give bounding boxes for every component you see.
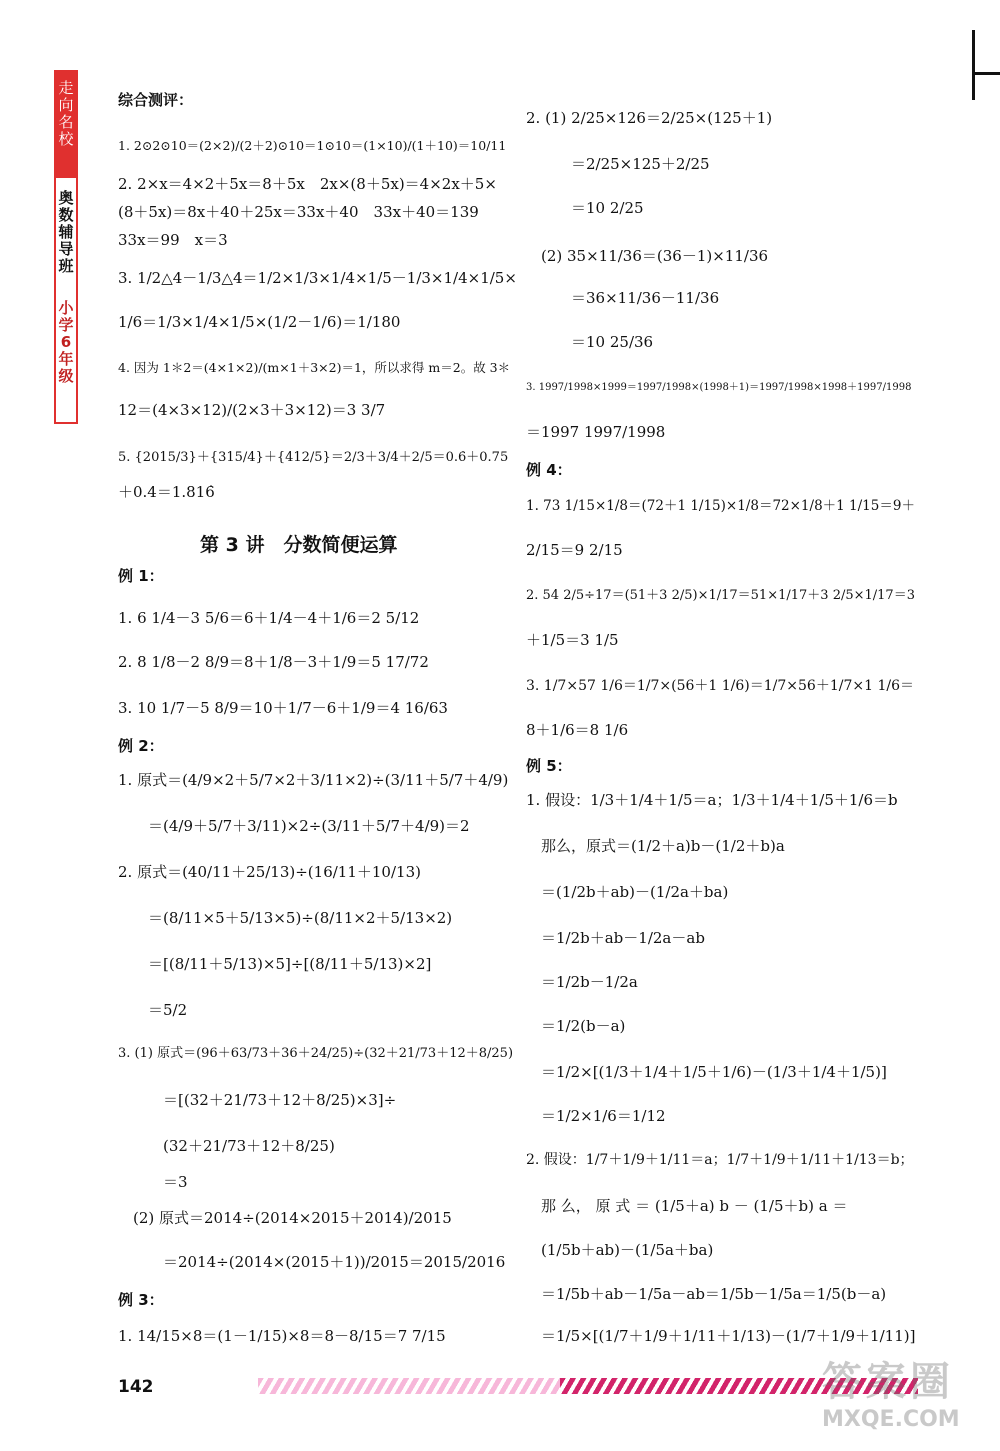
math-line: ＝1/2×1/6＝1/12 — [526, 1107, 666, 1125]
math-line: 那 么， 原 式 ＝ (1/5＋a) b － (1/5＋b) a ＝ — [526, 1197, 848, 1215]
side-tab — [54, 70, 78, 424]
math-line: 1. 73 1/15×1/8＝(72＋1 1/15)×1/8＝72×1/8＋1 1/15＝9＋ — [526, 498, 915, 514]
math-line: 1/6＝1/3×1/4×1/5×(1/2－1/6)＝1/180 — [118, 313, 401, 331]
math-line: 2. 原式＝(40/11＋25/13)÷(16/11＋10/13) — [118, 863, 421, 881]
corner-crop-mark — [960, 30, 1000, 100]
math-line: 2. (1) 2/25×126＝2/25×(125＋1) — [526, 109, 773, 127]
math-line: 5. {2015/3}＋{315/4}＋{412/5}＝2/3＋3/4＋2/5＝0.6̇＋0.75 — [118, 450, 509, 465]
math-line: ＝1/2b＋ab－1/2a－ab — [526, 929, 705, 947]
math-line: ＝1/2(b－a) — [526, 1017, 626, 1035]
math-line: 3. 1/7×57 1/6＝1/7×(56＋1 1/6)＝1/7×56＋1/7×1 1/6＝ — [526, 678, 914, 694]
section-heading: 例 2： — [118, 737, 164, 755]
math-line: 1. 14/15×8＝(1－1/15)×8＝8－8/15＝7 7/15 — [118, 1327, 446, 1345]
math-line: 1. 假设：1/3＋1/4＋1/5＝a；1/3＋1/4＋1/5＋1/6＝b — [526, 791, 898, 809]
math-line: ＝[(8/11＋5/13)×5]÷[(8/11＋5/13)×2] — [118, 955, 432, 973]
math-line: ＝2/25×125＋2/25 — [526, 155, 710, 173]
math-line: 12＝(4×3×12)/(2×3＋3×12)＝3 3/7 — [118, 401, 386, 419]
math-line: ＝[(32＋21/73＋12＋8/25)×3]÷ — [118, 1091, 397, 1109]
math-line: (2) 原式＝2014÷(2014×2015＋2014)/2015 — [118, 1209, 452, 1227]
math-line: 2. 8 1/8－2 8/9＝8＋1/8－3＋1/9＝5 17/72 — [118, 653, 429, 671]
math-line: (2) 35×11/36＝(36－1)×11/36 — [526, 247, 769, 265]
math-line: 3. 10 1/7－5 8/9＝10＋1/7－6＋1/9＝4 16/63 — [118, 699, 448, 717]
watermark-line2: MXQE.COM — [822, 1407, 960, 1432]
math-line: ＋0.4＝1.816̇ — [118, 483, 215, 501]
right-column — [526, 0, 926, 1451]
math-line: 2. 54 2/5÷17＝(51＋3 2/5)×1/17＝51×1/17＋3 2/5×1/17＝3 — [526, 588, 915, 603]
math-line: 1. 原式＝(4/9×2＋5/7×2＋3/11×2)÷(3/11＋5/7＋4/9) — [118, 771, 509, 789]
section-heading: 综合测评： — [118, 91, 194, 109]
math-line: ＝36×11/36－11/36 — [526, 289, 720, 307]
math-line: ＝10 2/25 — [526, 199, 644, 217]
math-line: 3. 1997/1998×1999＝1997/1998×(1998＋1)＝1997/1998×1998＋1997/1998 — [526, 382, 912, 393]
page-number: 142 — [118, 1377, 154, 1397]
math-line: (8＋5x)＝8x＋40＋25x＝33x＋40 33x＋40＝139 — [118, 203, 479, 221]
math-line: 1. 6 1/4－3 5/6＝6＋1/4－4＋1/6＝2 5/12 — [118, 609, 420, 627]
math-line: ＝1/5b＋ab－1/5a－ab＝1/5b－1/5a＝1/5(b－a) — [526, 1285, 887, 1303]
math-line: ＝2014÷(2014×(2015＋1))/2015＝2015/2016 — [118, 1253, 506, 1271]
math-line: 2. 2×x＝4×2＋5x＝8＋5x 2x×(8＋5x)＝4×2x＋5× — [118, 175, 497, 193]
math-line: 2/15＝9 2/15 — [526, 541, 623, 559]
math-line: ＝5/2 — [118, 1001, 188, 1019]
math-line: 33x＝99 x＝3 — [118, 231, 228, 249]
math-line: ＝3 — [118, 1173, 188, 1191]
math-line: 3. 1/2△4－1/3△4＝1/2×1/3×1/4×1/5－1/3×1/4×1/5× — [118, 269, 517, 287]
watermark-line1: 答案圈 — [822, 1359, 954, 1405]
series-label: 走向名校 — [58, 79, 74, 148]
math-line: 8＋1/6＝8 1/6 — [526, 721, 629, 739]
math-line: 4. 因为 1＊2＝(4×1×2)/(m×1＋3×2)＝1，所以求得 m＝2。故 3＊ — [118, 360, 511, 375]
left-column — [118, 0, 518, 1451]
section-heading: 例 3： — [118, 1291, 164, 1309]
math-line: ＝1997 1997/1998 — [526, 423, 666, 441]
watermark-logo — [822, 1350, 992, 1445]
grade-label: 小学6年级 — [58, 299, 74, 385]
section-heading: 例 1： — [118, 567, 164, 585]
math-line: 那么，原式＝(1/2＋a)b－(1/2＋b)a — [526, 837, 785, 855]
math-line: (1/5b＋ab)－(1/5a＋ba) — [526, 1241, 714, 1259]
math-line: (32＋21/73＋12＋8/25) — [118, 1137, 335, 1155]
math-line: ＝10 25/36 — [526, 333, 654, 351]
math-line: ＋1/5＝3 1/5 — [526, 631, 619, 649]
math-line: ＝1/5×[(1/7＋1/9＋1/11＋1/13)－(1/7＋1/9＋1/11)] — [526, 1327, 916, 1345]
math-line: 1. 2⊙2⊙10＝(2×2)/(2＋2)⊙10＝1⊙10＝(1×10)/(1＋10)＝10/11 — [118, 138, 507, 153]
math-line: ＝(8/11×5＋5/13×5)÷(8/11×2＋5/13×2) — [118, 909, 453, 927]
math-line: ＝1/2×[(1/3＋1/4＋1/5＋1/6)－(1/3＋1/4＋1/5)] — [526, 1063, 887, 1081]
math-line: ＝(1/2b＋ab)－(1/2a＋ba) — [526, 883, 729, 901]
math-line: ＝(4/9＋5/7＋3/11)×2÷(3/11＋5/7＋4/9)＝2 — [118, 817, 470, 835]
section-heading: 例 4： — [526, 461, 572, 479]
math-line: ＝1/2b－1/2a — [526, 973, 638, 991]
math-line: 3. (1) 原式＝(96＋63/73＋36＋24/25)÷(32＋21/73＋12＋8/25) — [118, 1046, 514, 1061]
lecture-title: 第 3 讲 分数简便运算 — [200, 534, 398, 556]
book-title: 奥数辅导班 — [58, 189, 74, 275]
math-line: 2. 假设：1/7＋1/9＋1/11＝a；1/7＋1/9＋1/11＋1/13＝b； — [526, 1152, 914, 1168]
section-heading: 例 5： — [526, 757, 572, 775]
